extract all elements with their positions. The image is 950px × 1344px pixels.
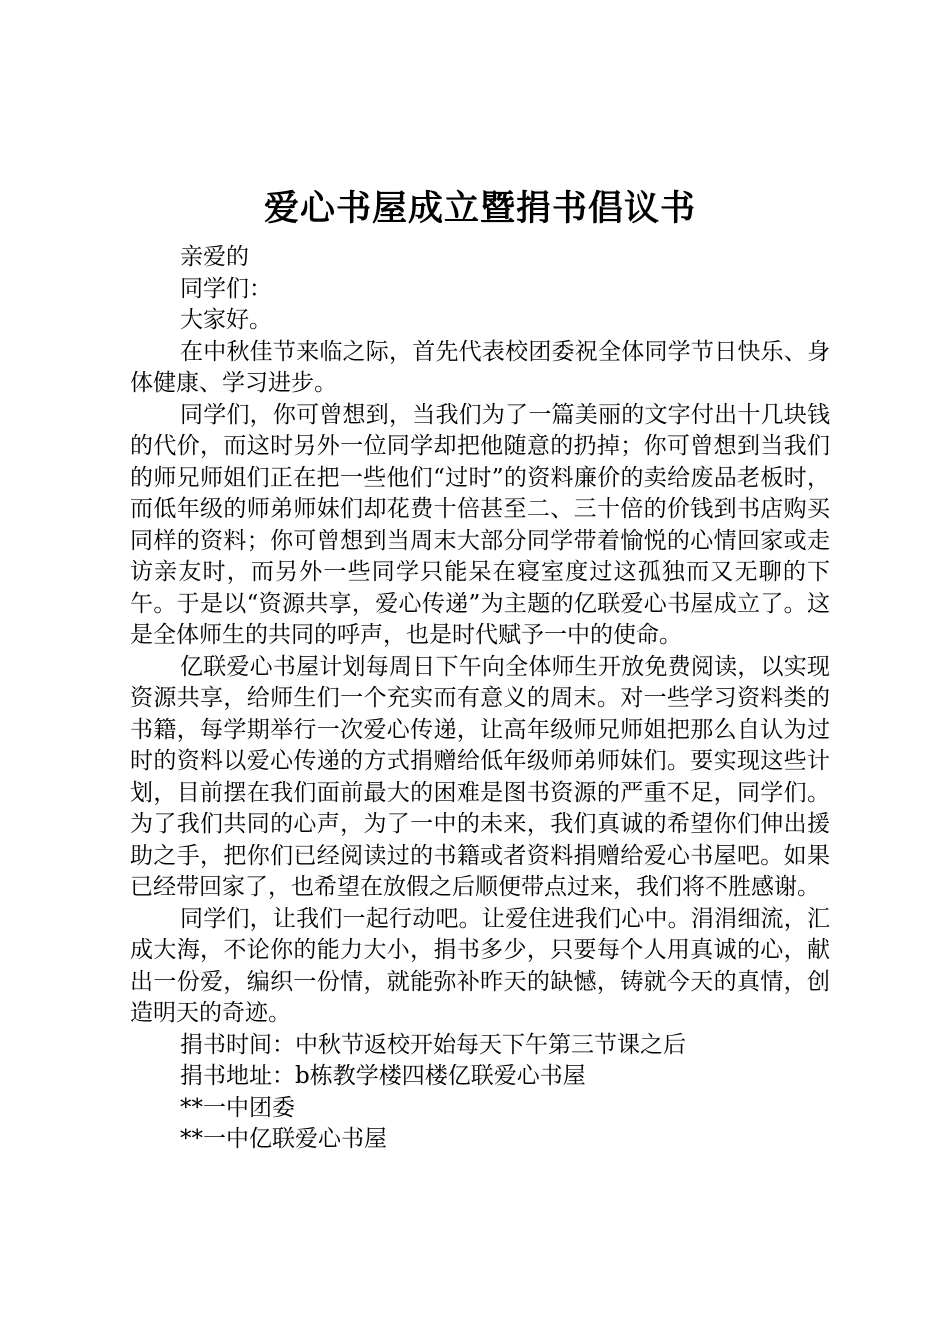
- salutation-line-2: 同学们：: [180, 275, 272, 302]
- document-title: 爱心书屋成立暨捐书倡议书: [263, 188, 696, 229]
- donation-time: 捐书时间：中秋节返校开始每天下午第三节课之后: [180, 1031, 686, 1058]
- signature-book-house: **一中亿联爱心书屋: [180, 1126, 387, 1152]
- paragraph-call-to-action: 同学们，让我们一起行动吧。让爱住进我们心中。涓涓细流，汇成大海，不论你的能力大小，捐书多少，只要每个人用真诚的心，献出一份爱，编织一份情，就能弥补昨天的缺憾，铸就今天的真情，创造明天的奇迹。: [130, 905, 830, 1026]
- paragraph-festival-wishes: 在中秋佳节来临之际，首先代表校团委祝全体同学节日快乐、身体健康、学习进步。: [130, 338, 830, 396]
- paragraph-plan: 亿联爱心书屋计划每周日下午向全体师生开放免费阅读，以实现资源共享，给师生们一个充实而有意义的周末。对一些学习资料类的书籍，每学期举行一次爱心传递，让高年级师兄师姐把那么自认为过时的资料以爱心传递的方式捐赠给低年级师弟师妹们。要实现这些计划，目前摆在我们面前最大的困难是图书资源的严重不足，同学们。为了我们共同的心声，为了一中的未来，我们真诚的希望你们伸出援助之手，把你们已经阅读过的书籍或者资料捐赠给爱心书屋吧。如果已经带回家了，也希望在放假之后顺便带点过来，我们将不胜感谢。: [130, 653, 830, 900]
- greeting-line: 大家好。: [180, 307, 272, 333]
- signature-league-committee: **一中团委: [180, 1094, 295, 1121]
- paragraph-background: 同学们，你可曾想到，当我们为了一篇美丽的文字付出十几块钱的代价，而这时另外一位同学却把他随意的扔掉；你可曾想到当我们的师兄师姐们正在把一些他们“过时”的资料廉价的卖给废品老板时，而低年级的师弟师妹们却花费十倍甚至二、三十倍的价钱到书店购买同样的资料；你可曾想到当周末大部分同学带着愉悦的心情回家或走访亲友时，而另外一些同学只能呆在寝室度过这孤独而又无聊的下午。于是以“资源共享，爱心传递”为主题的亿联爱心书屋成立了。这是全体师生的共同的呼声，也是时代赋予一中的使命。: [130, 401, 830, 648]
- salutation-line-1: 亲爱的: [180, 244, 249, 270]
- document-page: [130, 180, 830, 1156]
- donation-place: 捐书地址：b栋教学楼四楼亿联爱心书屋: [180, 1063, 586, 1089]
